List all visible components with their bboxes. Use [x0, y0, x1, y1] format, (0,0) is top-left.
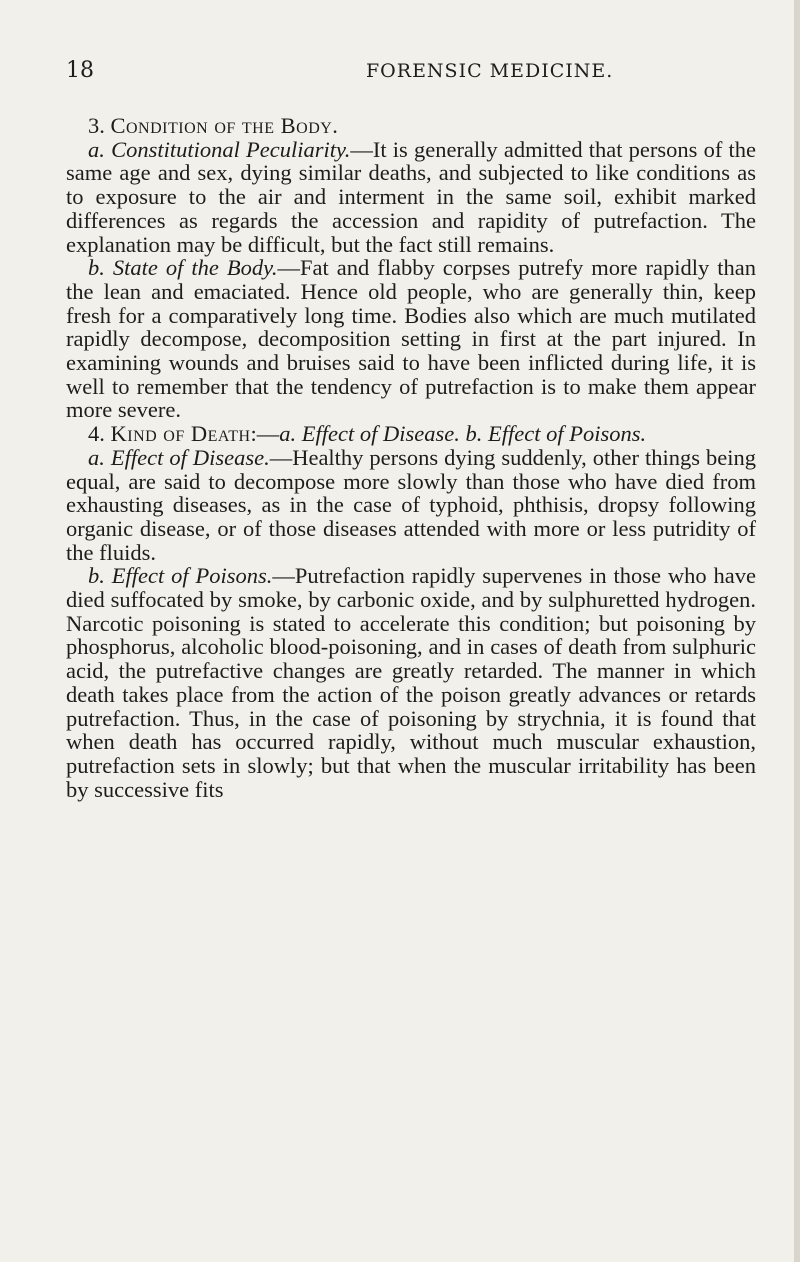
paragraph-3a-text: —It is generally admitted that persons of the same age and sex, dying similar deaths, and subjected to like conditions as to exposure to the air and interment in the same soil, exhibit marked differences as regards the accession and rapidity of putrefaction. The explanation may be difficult, but the fact still remains. — [66, 136, 756, 257]
paragraph-4b-title: Effect of Poisons. — [111, 563, 273, 589]
paragraph-4a-title: Effect of Disease. — [110, 444, 270, 470]
paragraph-4b-label: b. — [88, 563, 105, 589]
section-3-number: 3. — [88, 113, 105, 138]
section-3-heading — [66, 114, 756, 138]
section-4-number: 4. — [88, 421, 105, 447]
paragraph-3b-text: —Fat and flabby corpses putrefy more rapidly than the lean and emaciated. Hence old people, who are generally thin, keep fresh for a comparatively long time. Bodies also which are much mutilated rapidly decompose, decomposition setting in first at the part injured. In examining wounds and bruises said to have been inflicted during life, it is well to remember that the tendency of putrefaction is to make them appear more severe. — [66, 255, 757, 423]
paragraph-3a — [66, 138, 756, 257]
running-head: FORENSIC MEDICINE. — [366, 60, 614, 82]
section-4-sub-b: b. Effect of Poisons. — [465, 421, 647, 447]
paragraph-3b — [66, 256, 756, 422]
paragraph-4a — [66, 446, 756, 565]
section-4-colon: :— — [250, 421, 280, 447]
paragraph-4b-text: —Putrefaction rapidly supervenes in those who have died suffocated by smoke, by carbonic oxide, and by sulphuretted hydrogen. Narcotic poisoning is stated to accelerate this condition; but poisoning by phosphorus, alcoholic blood-poisoning, and in cases of death from sulphuric acid, the putrefactive changes are greatly retarded. The manner in which death takes place from the action of the poison greatly advances or retards putrefaction. Thus, in the case of poisoning by strychnia, it is found that when death has occurred rapidly, without much muscular exhaustion, putrefaction sets in slowly; but that when the muscular irritability has been by successive fits — [66, 563, 756, 802]
paragraph-4a-text: —Healthy persons dying suddenly, other things being equal, are said to decompose more slowly than those who have died from exhausting diseases, as in the case of typhoid, phthisis, dropsy following organic disease, or of those diseases attended with more or less putridity of the fluids. — [66, 444, 757, 565]
page-number: 18 — [66, 58, 94, 83]
paragraph-3b-title: State of the Body. — [112, 255, 278, 281]
section-4-title: Kind of Death — [110, 421, 251, 447]
paragraph-4a-label: a. — [88, 444, 105, 470]
page-edge — [794, 0, 800, 1262]
paragraph-3b-label: b. — [88, 255, 105, 281]
paragraph-4b — [66, 564, 756, 801]
paragraph-3a-title: Constitutional Peculiarity. — [111, 136, 351, 162]
body-text — [66, 114, 756, 801]
paragraph-3a-label: a. — [88, 136, 105, 162]
section-4-sub-a: a. Effect of Disease. — [279, 421, 460, 447]
section-4-heading — [66, 422, 756, 446]
section-3-title: Condition of the Body. — [110, 113, 339, 138]
page-header — [66, 58, 756, 88]
